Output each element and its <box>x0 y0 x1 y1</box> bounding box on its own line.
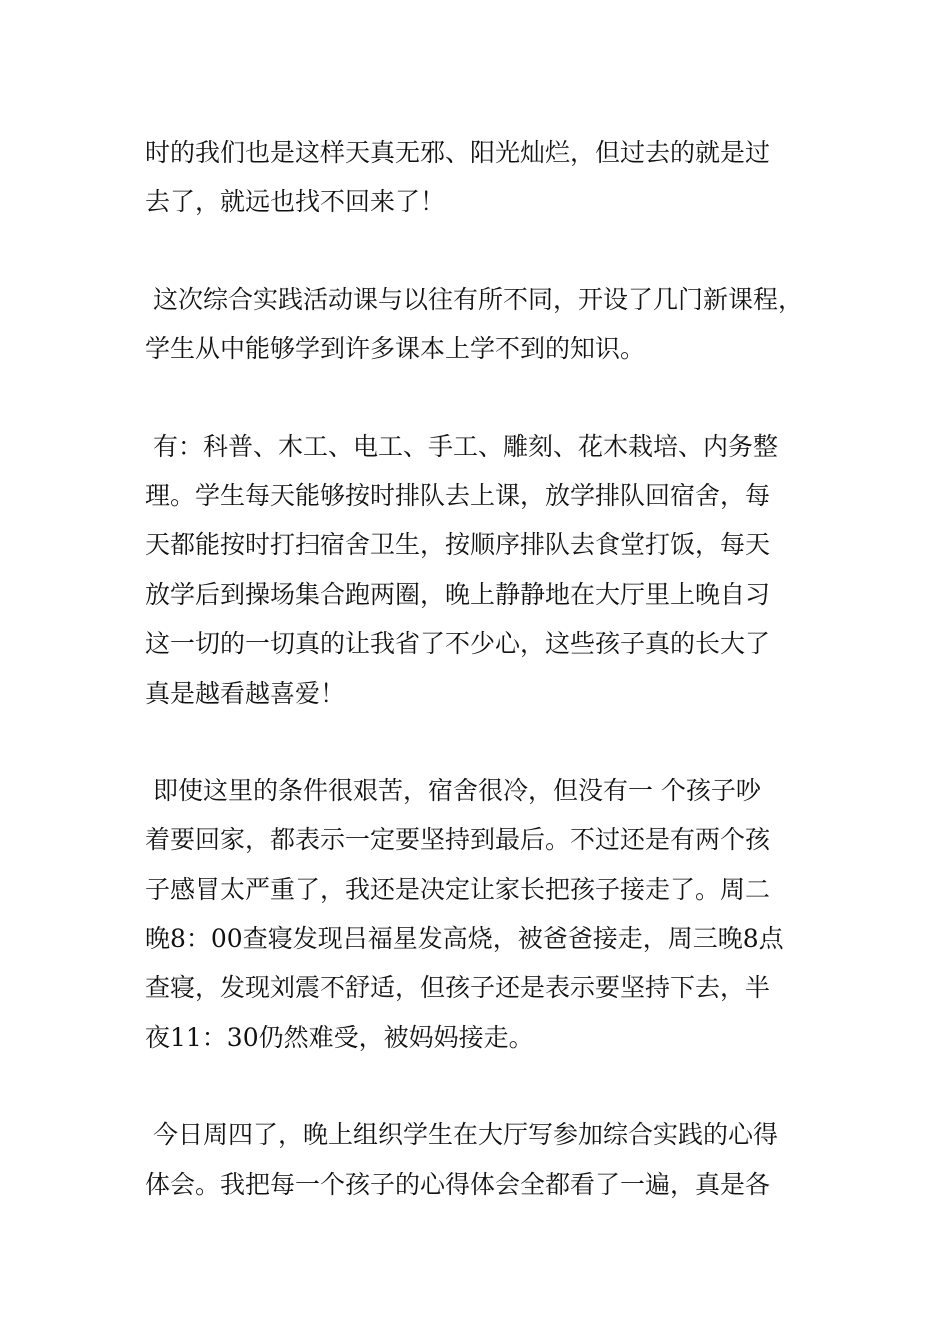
paragraph-3 <box>145 422 815 718</box>
text-line: 时的我们也是这样天真无邪、阳光灿烂，但过去的就是过 <box>145 138 771 167</box>
text-line: 真是越看越喜爱！ <box>145 678 346 708</box>
text-line: 理。学生每天能够按时排队去上课，放学排队回宿舍，每 <box>145 480 771 510</box>
text-line: 着要回家，都表示一定要坚持到最后。不过还是有两个孩 <box>145 825 771 855</box>
text-line: 这次综合实践活动课与以往有所不同，开设了几门新课程， <box>145 284 803 314</box>
paragraph-4 <box>145 766 815 1062</box>
paragraph-5 <box>145 1110 815 1209</box>
text-line: 有：科普、木工、电工、手工、雕刻、花木栽培、内务整 <box>145 431 778 461</box>
text-line: 天都能按时打扫宿舍卫生，按顺序排队去食堂打饭，每天 <box>145 530 771 560</box>
text-line: 去了，就远也找不回来了！ <box>145 187 446 217</box>
text-line: 夜11：30仍然难受，被妈妈接走。 <box>145 1022 534 1052</box>
text-line: 学生从中能够学到许多课本上学不到的知识。 <box>145 334 646 364</box>
document-body <box>145 128 815 1257</box>
text-line: 子感冒太严重了，我还是决定让家长把孩子接走了。周二 <box>145 874 771 904</box>
text-line: 这一切的一切真的让我省了不少心，这些孩子真的长大了 <box>145 629 771 659</box>
text-line: 体会。我把每一个孩子的心得体会全都看了一遍，真是各 <box>145 1169 771 1199</box>
paragraph-2 <box>145 275 815 374</box>
text-line: 放学后到操场集合跑两圈，晚上静静地在大厅里上晚自习 <box>145 579 771 609</box>
text-line: 今日周四了，晚上组织学生在大厅写参加综合实践的心得 <box>145 1120 778 1150</box>
text-line: 即使这里的条件很艰苦，宿舍很冷，但没有一 个孩子吵 <box>145 775 761 805</box>
text-line: 晚8：00查寝发现吕福星发高烧，被爸爸接走，周三晚8点 <box>145 924 784 954</box>
paragraph-1 <box>145 128 815 227</box>
text-line: 查寝，发现刘震不舒适，但孩子还是表示要坚持下去，半 <box>145 973 771 1003</box>
